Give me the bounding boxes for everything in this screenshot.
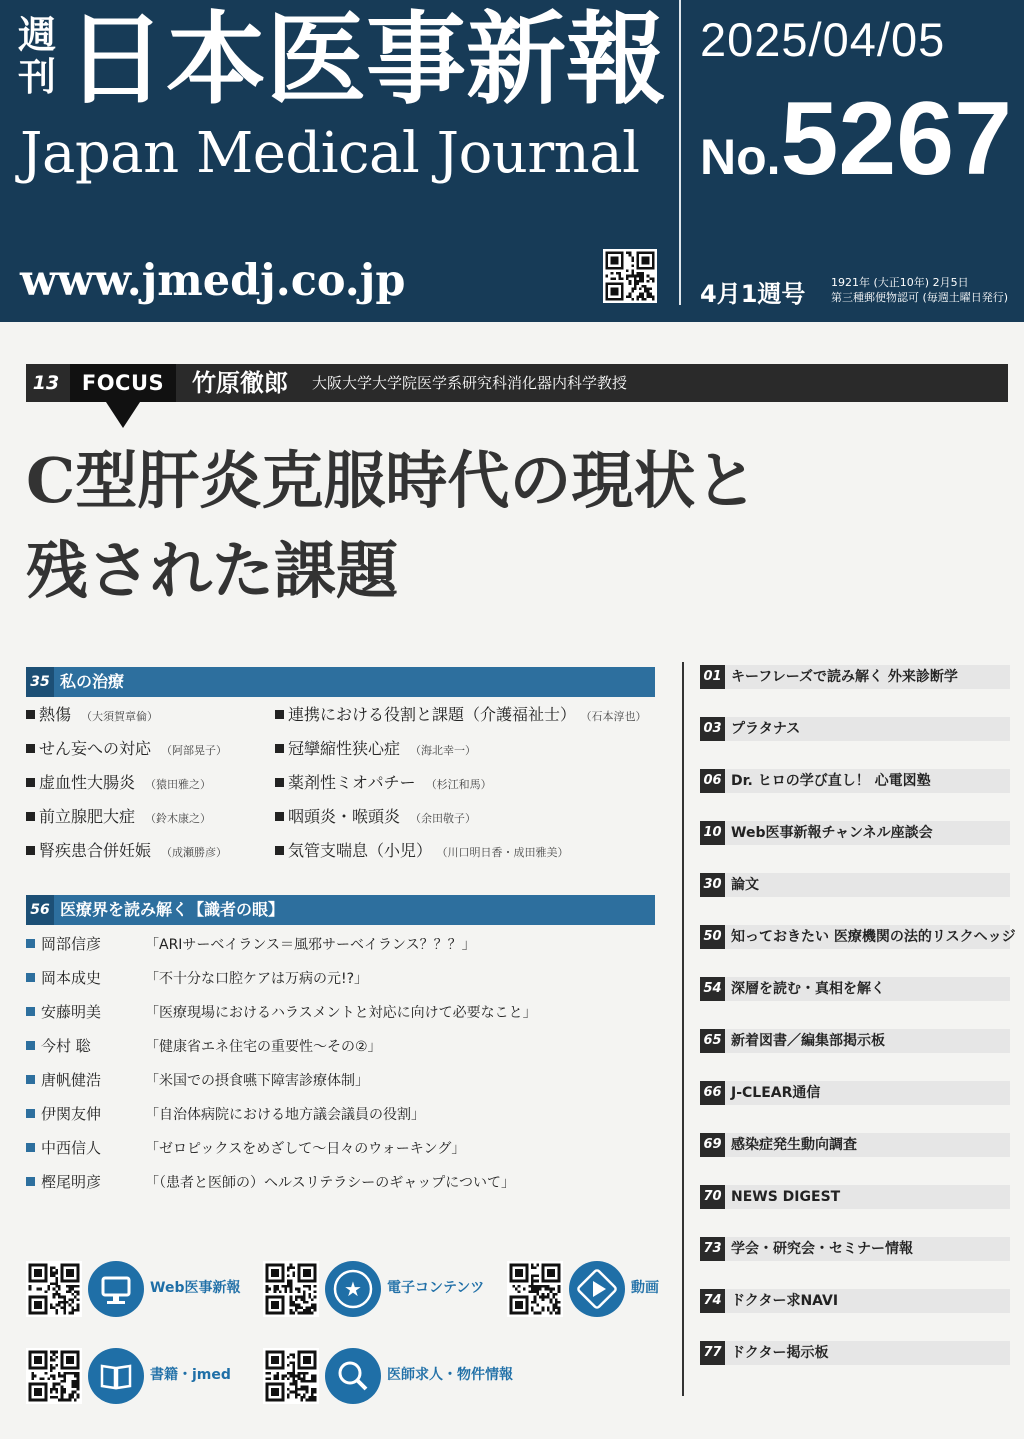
headline-line-2: 残された課題: [26, 534, 399, 607]
toc-item[interactable]: [700, 1133, 1010, 1157]
bullet-square-icon: [26, 1007, 35, 1016]
toc-item[interactable]: [700, 1029, 1010, 1053]
treatment-topic: 薬剤性ミオパチー: [288, 773, 416, 792]
book-icon: [88, 1348, 144, 1404]
bullet-square-icon: [275, 778, 284, 787]
toc-page: 01: [700, 665, 725, 689]
toc-page: 30: [700, 873, 725, 897]
link-label: 医師求人・物件情報: [387, 1367, 513, 1383]
bullet-square-icon: [26, 846, 35, 855]
expert-author: 岡本成史: [41, 969, 102, 987]
postal-permit: 第三種郵便物認可 (毎週土曜日発行): [831, 291, 1009, 304]
expert-author: 樫尾明彦: [41, 1173, 102, 1191]
founded-date: 1921年 (大正10年) 2月5日: [831, 276, 969, 289]
issue-prefix: No.: [700, 129, 781, 185]
treatment-author: （杉江和馬）: [425, 778, 492, 791]
bullet-square-icon: [26, 939, 35, 948]
expert-title: 「ARIサーベイランス＝風邪サーベイランス？？？」: [145, 937, 476, 953]
toc-item[interactable]: [700, 769, 1010, 793]
magnifier-icon: [325, 1348, 381, 1404]
bullet-square-icon: [275, 744, 284, 753]
stars-icon: [325, 1261, 381, 1317]
focus-pointer-icon: [106, 402, 140, 428]
expert-item[interactable]: [26, 1136, 666, 1160]
treatment-topic: 気管支喘息（小児）: [288, 841, 433, 860]
expert-title: 「自治体病院における地方議会議員の役割」: [145, 1107, 425, 1123]
publication-notice: [831, 275, 1008, 305]
toc-item[interactable]: [700, 665, 1010, 689]
toc-item[interactable]: [700, 925, 1016, 949]
treatment-author: （川口明日香・成田雅美）: [442, 846, 569, 859]
toc-title: J-CLEAR通信: [731, 1085, 821, 1101]
toc-page: 73: [700, 1237, 725, 1261]
bullet-square-icon: [26, 1143, 35, 1152]
issue-number: [700, 81, 1012, 197]
link-label: 書籍・jmed: [150, 1367, 231, 1383]
bullet-square-icon: [275, 710, 284, 719]
expert-author: 今村 聡: [41, 1037, 91, 1055]
expert-author: 伊関友伸: [41, 1105, 102, 1123]
toc-title: Dr. ヒロの学び直し！ 心電図塾: [731, 773, 931, 789]
toc-page: 70: [700, 1185, 725, 1209]
toc-item[interactable]: [700, 977, 1010, 1001]
headline[interactable]: [26, 436, 757, 616]
title-japanese: 日本医事新報: [66, 1, 666, 118]
expert-title: 「米国での摂食嚥下障害診療体制」: [145, 1073, 369, 1089]
focus-author: 竹原徹郎: [192, 368, 288, 397]
treatment-topic: 咽頭炎・喉頭炎: [288, 807, 401, 826]
issue-week: 4月1週号: [700, 280, 806, 308]
link-label: 電子コンテンツ: [387, 1280, 485, 1296]
column-divider: [682, 662, 684, 1396]
toc-page: 06: [700, 769, 725, 793]
treatment-topic: 熱傷: [39, 705, 72, 724]
expert-author: 中西信人: [41, 1139, 102, 1157]
toc-title: キーフレーズで読み解く 外来診断学: [731, 669, 958, 685]
bullet-square-icon: [26, 973, 35, 982]
treatment-author: （成瀬勝彦）: [161, 846, 228, 859]
toc-title: ドクター掲示板: [731, 1345, 829, 1361]
focus-affiliation: 大阪大学大学院医学系研究科消化器内科学教授: [312, 374, 628, 392]
treatment-topic: 冠攣縮性狭心症: [288, 739, 401, 758]
qr-code-icon[interactable]: [263, 1348, 319, 1404]
treatment-topic: 前立腺肥大症: [39, 807, 136, 826]
treatment-item[interactable]: [26, 772, 211, 796]
bullet-square-icon: [275, 846, 284, 855]
toc-item[interactable]: [700, 821, 1010, 845]
toc-item[interactable]: [700, 717, 1010, 741]
toc-item[interactable]: [700, 873, 1010, 897]
monitor-icon: [88, 1261, 144, 1317]
toc-page: 10: [700, 821, 725, 845]
toc-title: Web医事新報チャンネル座談会: [731, 825, 933, 841]
toc-title: 知っておきたい 医療機関の法的リスクヘッジ: [731, 929, 1016, 945]
treatment-author: （海北幸一）: [410, 744, 477, 757]
expert-author: 安藤明美: [41, 1003, 102, 1021]
toc-page: 03: [700, 717, 725, 741]
treatment-section-title: 私の治療: [60, 672, 125, 691]
expert-title: 「健康省エネ住宅の重要性～その②」: [145, 1039, 382, 1055]
toc-title: 新着図書／編集部掲示板: [731, 1033, 885, 1049]
treatment-item[interactable]: [275, 806, 476, 830]
treatment-author: （余田敬子）: [410, 812, 477, 825]
bullet-square-icon: [26, 1177, 35, 1186]
treatment-author: （大須賀章倫）: [81, 710, 159, 723]
toc-title: 感染症発生動向調査: [731, 1137, 857, 1153]
toc-title: ドクター求NAVI: [731, 1293, 839, 1309]
toc-page: 66: [700, 1081, 725, 1105]
treatment-item[interactable]: [275, 840, 569, 864]
expert-title: 「ゼロピックスをめざして～日々のウォーキング」: [145, 1141, 466, 1157]
website-url[interactable]: www.jmedj.co.jp: [20, 256, 406, 306]
issue-date: 2025/04/05: [700, 13, 946, 66]
toc-title: 深層を読む・真相を解く: [731, 981, 885, 997]
toc-page: 65: [700, 1029, 725, 1053]
masthead-divider: [679, 0, 681, 305]
toc-page: 69: [700, 1133, 725, 1157]
link-label: 動画: [631, 1280, 659, 1296]
expert-item[interactable]: [26, 1068, 666, 1092]
treatment-topic: 連携における役割と課題（介護福祉士）: [288, 705, 577, 724]
focus-tag: FOCUS: [70, 364, 176, 402]
treatment-item[interactable]: [26, 738, 227, 762]
treatment-topic: 腎疾患合併妊娠: [39, 841, 152, 860]
title-english: Japan Medical Journal: [20, 121, 640, 186]
bullet-square-icon: [26, 744, 35, 753]
bullet-square-icon: [26, 1041, 35, 1050]
play-icon: [569, 1261, 625, 1317]
expert-item[interactable]: [26, 932, 666, 956]
treatment-item[interactable]: [275, 738, 476, 762]
expert-item[interactable]: [26, 966, 666, 990]
qr-code-icon[interactable]: [603, 249, 657, 303]
toc-item[interactable]: [700, 1237, 1010, 1261]
qr-code-icon[interactable]: [263, 1261, 319, 1317]
weekly-label: 週刊: [17, 13, 56, 99]
focus-page-number: 13: [26, 364, 66, 402]
masthead: [0, 0, 1024, 322]
expert-title: 「不十分な口腔ケアは万病の元!?」: [145, 971, 369, 987]
toc-page: 54: [700, 977, 725, 1001]
svg-text:★: ★: [344, 1277, 362, 1301]
toc-title: NEWS DIGEST: [731, 1189, 841, 1205]
treatment-author: （猿田雅之）: [145, 778, 212, 791]
treatment-author: （石本淳也）: [586, 710, 647, 723]
bullet-square-icon: [275, 812, 284, 821]
treatment-item[interactable]: [275, 704, 647, 728]
toc-page: 50: [700, 925, 725, 949]
bullet-square-icon: [26, 710, 35, 719]
treatment-item[interactable]: [26, 806, 211, 830]
experts-section-header: [26, 895, 655, 925]
toc-page: 77: [700, 1341, 725, 1365]
toc-title: 論文: [731, 877, 759, 893]
bullet-square-icon: [26, 1109, 35, 1118]
headline-line-1: C型肝炎克服時代の現状と: [26, 444, 758, 517]
toc-item[interactable]: [700, 1341, 1010, 1365]
expert-item[interactable]: [26, 1170, 666, 1194]
link-label: Web医事新報: [150, 1280, 241, 1296]
qr-code-icon[interactable]: [26, 1261, 82, 1317]
toc-title: 学会・研究会・セミナー情報: [731, 1241, 913, 1257]
expert-item[interactable]: [26, 1034, 666, 1058]
bullet-square-icon: [26, 778, 35, 787]
expert-item[interactable]: [26, 1102, 666, 1126]
expert-author: 岡部信彦: [41, 935, 102, 953]
bullet-square-icon: [26, 812, 35, 821]
treatment-item[interactable]: [26, 704, 158, 728]
treatment-item[interactable]: [275, 772, 492, 796]
toc-page: 74: [700, 1289, 725, 1313]
issue-number-value: 5267: [780, 81, 1012, 197]
bullet-square-icon: [26, 1075, 35, 1084]
treatment-author: （阿部晃子）: [161, 744, 228, 757]
treatment-author: （鈴木康之）: [145, 812, 212, 825]
expert-title: 「医療現場におけるハラスメントと対応に向けて必要なこと」: [145, 1005, 537, 1021]
experts-page-number: 56: [26, 895, 54, 925]
toc-item[interactable]: [700, 1185, 1010, 1209]
toc-item[interactable]: [700, 1289, 1010, 1313]
qr-code-icon[interactable]: [26, 1348, 82, 1404]
treatment-page-number: 35: [26, 667, 54, 697]
qr-code-icon[interactable]: [507, 1261, 563, 1317]
experts-section-title: 医療界を読み解く【識者の眼】: [60, 900, 285, 919]
treatment-item[interactable]: [26, 840, 227, 864]
treatment-topic: 虚血性大腸炎: [39, 773, 136, 792]
treatment-topic: せん妄への対応: [39, 739, 152, 758]
expert-title: 「（患者と医師の）ヘルスリテラシーのギャップについて」: [145, 1175, 516, 1191]
treatment-section-header: [26, 667, 655, 697]
toc-item[interactable]: [700, 1081, 1010, 1105]
expert-item[interactable]: [26, 1000, 666, 1024]
expert-author: 唐帆健浩: [41, 1071, 102, 1089]
toc-title: プラタナス: [731, 721, 801, 737]
